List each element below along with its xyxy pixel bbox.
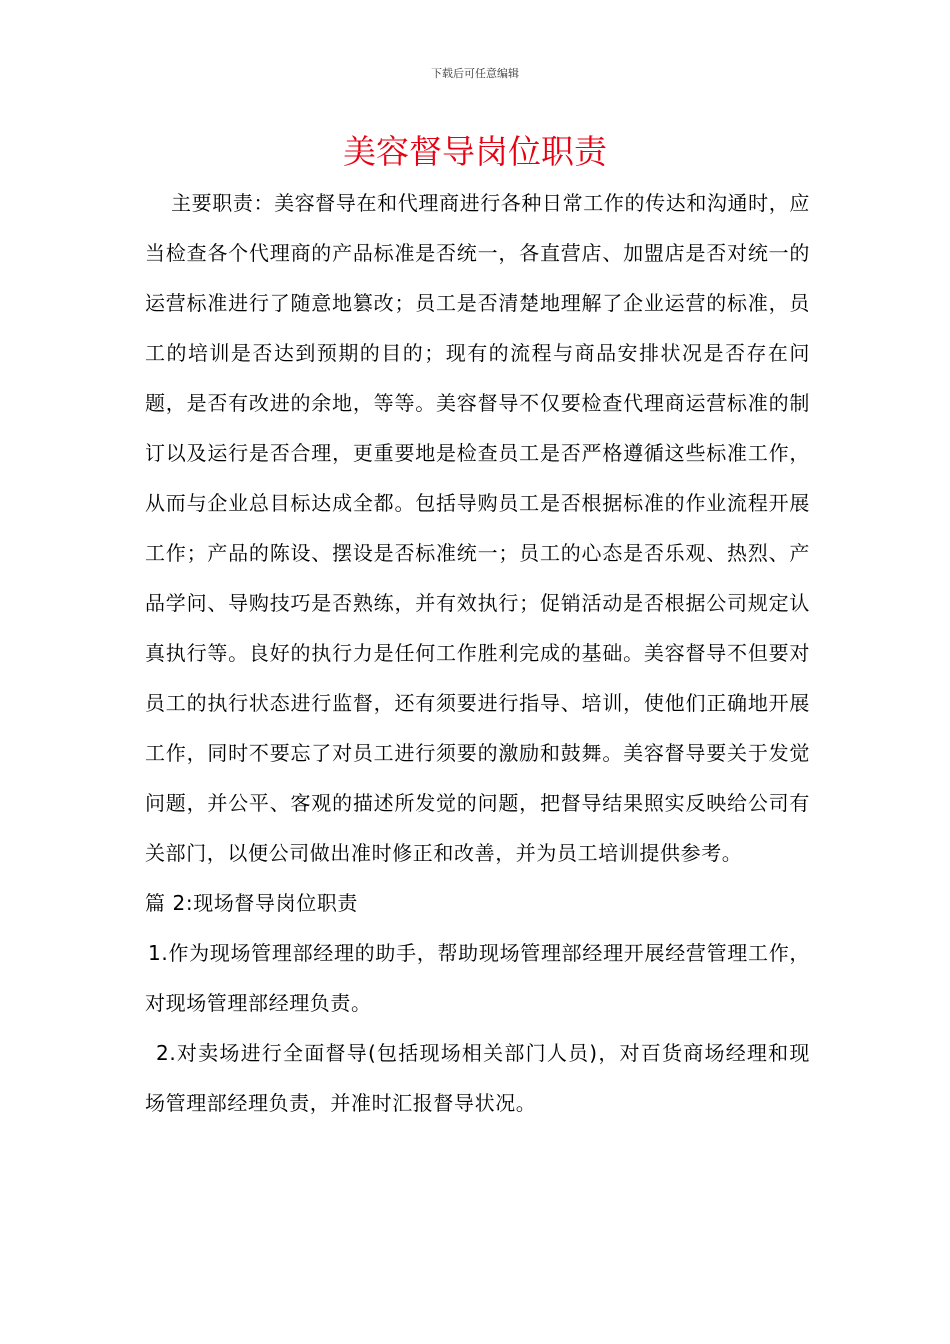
document-title: 美容督导岗位职责 [343, 132, 607, 171]
section-heading: 篇 2:现场督导岗位职责 [145, 891, 359, 915]
list-item-1: 1.作为现场管理部经理的助手，帮助现场管理部经理开展经营管理工作，对现场管理部经理负责。 [145, 941, 810, 1015]
header-note: 下载后可任意编辑 [431, 67, 519, 80]
document-body [145, 178, 810, 1128]
list-item-2: 2.对卖场进行全面督导(包括现场相关部门人员)，对百货商场经理和现场管理部经理负责，并准时汇报督导状况。 [145, 1041, 810, 1115]
main-paragraph: 主要职责：美容督导在和代理商进行各种日常工作的传达和沟通时，应当检查各个代理商的产品标准是否统一，各直营店、加盟店是否对统一的运营标准进行了随意地篡改；员工是否清楚地理解了企业运营的标准，员工的培训是否达到预期的目的；现有的流程与商品安排状况是否存在问题，是否有改进的余地，等等。美容督导不仅要检查代理商运营标准的制订以及运行是否合理，更重要地是检查员工是否严格遵循这些标准工作，从而与企业总目标达成全都。包括导购员工是否根据标准的作业流程开展工作；产品的陈设、摆设是否标准统一；员工的心态是否乐观、热烈、产品学问、导购技巧是否熟练，并有效执行；促销活动是否根据公司规定认真执行等。良好的执行力是任何工作胜利完成的基础。美容督导不但要对员工的执行状态进行监督，还有须要进行指导、培训，使他们正确地开展工作，同时不要忘了对员工进行须要的激励和鼓舞。美容督导要关于发觉问题，并公平、客观的描述所发觉的问题，把督导结果照实反映给公司有关部门，以便公司做出准时修正和改善，并为员工培训提供参考。 [145, 191, 810, 865]
